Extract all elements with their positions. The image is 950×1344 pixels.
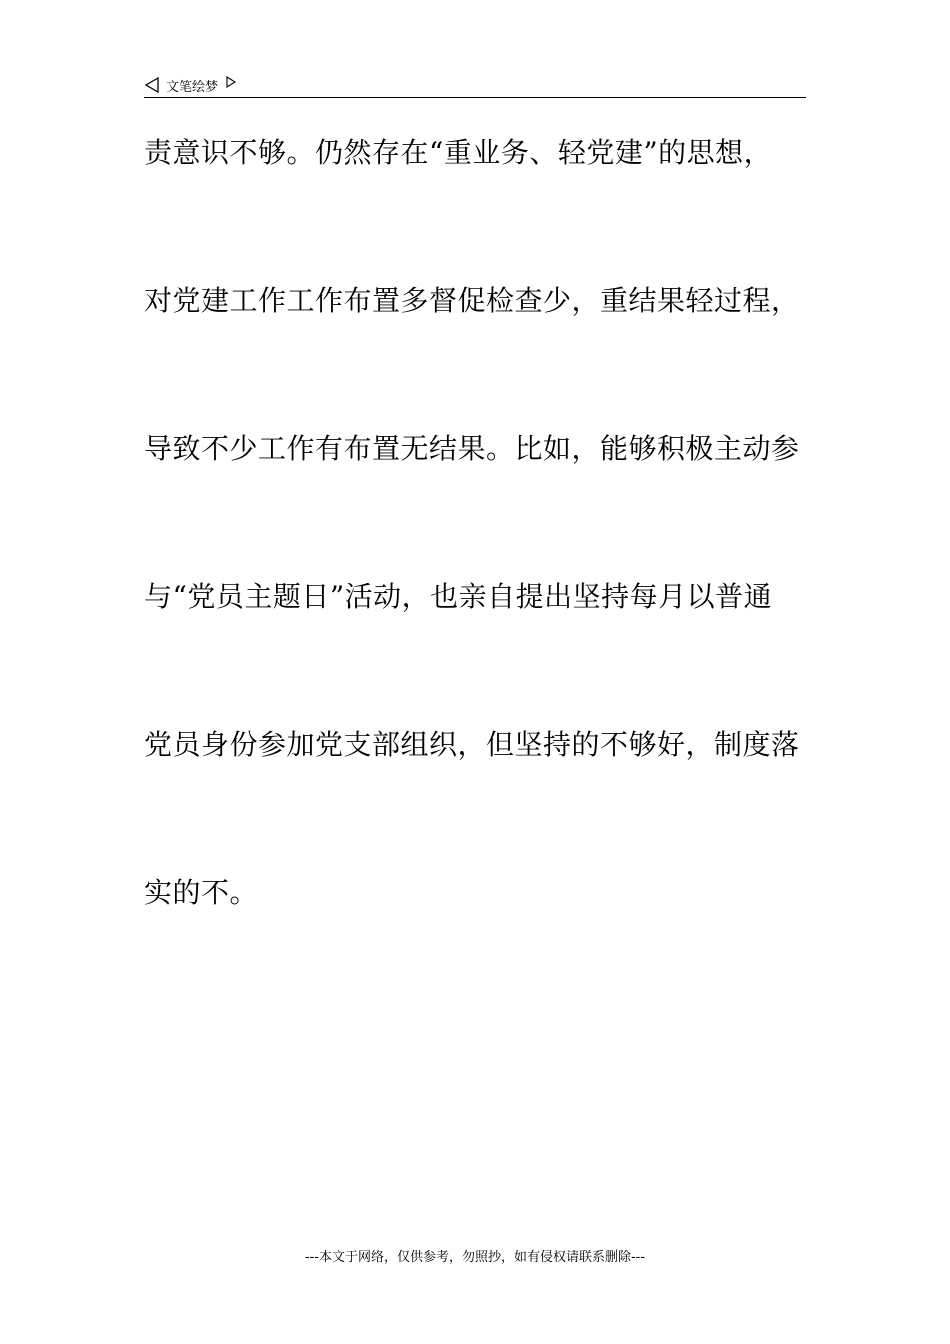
- body-line-6: 实的不。: [144, 876, 259, 909]
- header-title: 文笔绘梦: [166, 79, 219, 95]
- page-header: [144, 73, 806, 97]
- triangle-left-icon: [144, 77, 160, 93]
- body-line-4: 与“党员主题日”活动，也亲自提出坚持每月以普通: [144, 580, 773, 613]
- body-line-3: 导致不少工作有布置无结果。比如，能够积极主动参: [144, 432, 800, 465]
- document-body: [144, 128, 806, 1016]
- header-divider: [144, 97, 806, 98]
- triangle-right-icon: [226, 76, 236, 88]
- body-line-1: 责意识不够。仍然存在“重业务、轻党建”的思想，: [144, 136, 773, 169]
- body-line-2: 对党建工作工作布置多督促检查少，重结果轻过程，: [144, 284, 800, 317]
- body-line-5: 党员身份参加党支部组织，但坚持的不够好，制度落: [144, 728, 800, 761]
- footer-notice: ---本文于网络，仅供参考，勿照抄，如有侵权请联系删除---: [304, 1250, 646, 1265]
